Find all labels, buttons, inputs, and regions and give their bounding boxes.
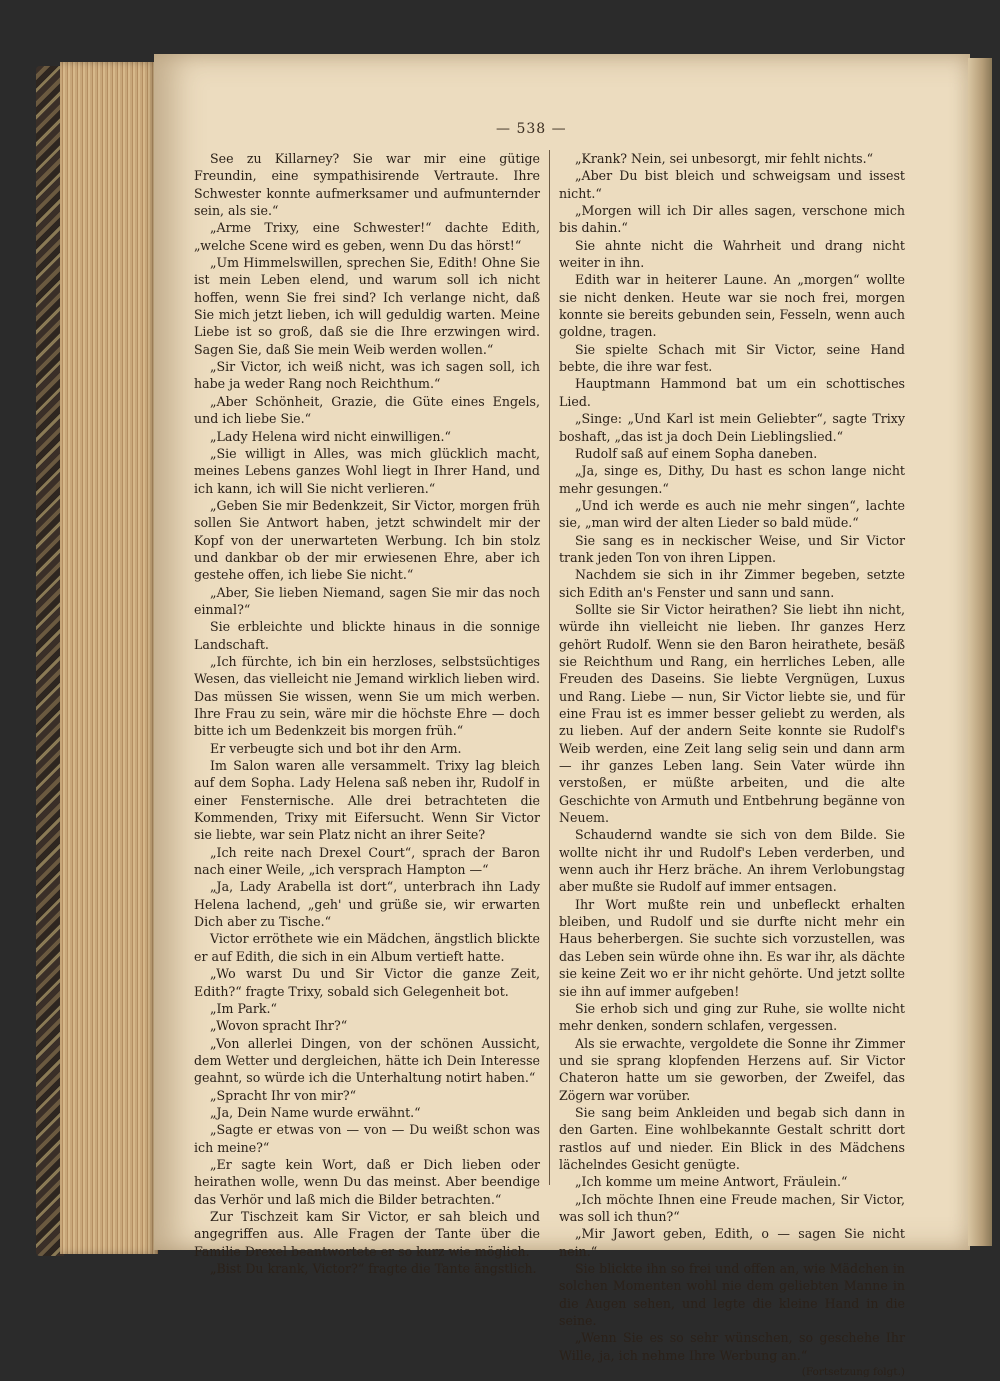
paragraph: Rudolf saß auf einem Sopha daneben. xyxy=(575,445,818,461)
paragraph: „Im Park.“ xyxy=(210,1000,277,1016)
paragraph: Sie sang beim Ankleiden und begab sich dann in den Garten. Eine wohlbekannte Gestalt schritt dort rastlos auf und nieder. Ein Blick in des Mädchens lächelndes Gesicht genügte. xyxy=(559,1104,905,1172)
paragraph: „Und ich werde es auch nie mehr singen“, lachte sie, „man wird der alten Lieder so bald müde.“ xyxy=(559,497,905,531)
paragraph: „Spracht Ihr von mir?“ xyxy=(210,1087,357,1103)
paragraph: Sie blickte ihn so frei und offen an, wie Mädchen in solchen Momenten wohl nie dem geliebten Manne in die Augen sehen, und legte die kleine Hand in die seine. xyxy=(559,1261,905,1329)
paragraph: Victor erröthete wie ein Mädchen, ängstlich blickte er auf Edith, die sich in ein Album vertieft hatte. xyxy=(194,931,540,964)
paragraph: See zu Killarney? Sie war mir eine gütige Freundin, eine sympathisirende Vertraute. Ihre Schwester konnte aufmerksamer und aufmunternder sein, als sie.“ xyxy=(194,151,540,219)
column-divider xyxy=(549,150,550,1185)
paragraph: Zur Tischzeit kam Sir Victor, er sah bleich und angegriffen aus. Alle Fragen der Tante über die Familie Drexel beantwortete er so kurz wie möglich. xyxy=(194,1208,540,1259)
paragraph: „Ich reite nach Drexel Court“, sprach der Baron nach einer Weile, „ich versprach Hampton —“ xyxy=(194,844,540,878)
paragraph: Sie sang es in neckischer Weise, und Sir Victor trank jeden Ton von ihren Lippen. xyxy=(559,532,905,565)
paragraph: „Er sagte kein Wort, daß er Dich lieben oder heirathen wolle, wenn Du das meinst. Aber beendige das Verhör und laß mich die Bilder betrachten.“ xyxy=(194,1156,540,1207)
paragraph: Sie erbleichte und blickte hinaus in die sonnige Landschaft. xyxy=(194,619,540,652)
paragraph: Er verbeugte sich und bot ihr den Arm. xyxy=(210,740,462,756)
paragraph: „Wenn Sie es so sehr wünschen, so geschehe Ihr Wille, ja, ich nehme Ihre Werbung an.“ xyxy=(559,1330,905,1363)
paragraph: „Ich fürchte, ich bin ein herzloses, selbstsüchtiges Wesen, das vielleicht nie Jemand wirklich lieben wird. Das müssen Sie wissen, wenn Sie um mich werben. Ihre Frau zu sein, wäre mir die höchste Ehre — doch bitte ich um Bedenkzeit bis morgen früh.“ xyxy=(194,653,540,739)
paragraph: „Ja, singe es, Dithy, Du hast es schon lange nicht mehr gesungen.“ xyxy=(559,463,905,496)
paragraph: Im Salon waren alle versammelt. Trixy lag bleich auf dem Sopha. Lady Helena saß neben ihr, Rudolf in einer Fensternische. Alle drei betrachteten die Kommenden, Trixy mit Eifersucht. Wenn Sir Victor sie liebte, war sein Platz nicht an ihrer Seite? xyxy=(194,758,540,843)
page-number: — 538 — xyxy=(496,121,567,137)
paragraph: Ihr Wort mußte rein und unbefleckt erhalten bleiben, und Rudolf und sie durfte nicht mehr ein Haus beherbergen. Sie suchte sich vorzustellen, was das Leben sein würde ohne ihn. Es war ihr, als dächte sie keine Zeit wo er ihr nicht gehörte. Und jetzt sollte sie ihn auf immer aufgeben! xyxy=(559,896,905,999)
paragraph: Hauptmann Hammond bat um ein schottisches Lied. xyxy=(559,376,905,409)
paragraph: „Wovon spracht Ihr?“ xyxy=(210,1018,348,1034)
paragraph: „Aber Schönheit, Grazie, die Güte eines Engels, und ich liebe Sie.“ xyxy=(194,393,540,427)
paragraph: Sie spielte Schach mit Sir Victor, seine Hand bebte, die ihre war fest. xyxy=(559,341,905,375)
paragraph: Sie erhob sich und ging zur Ruhe, sie wollte nicht mehr denken, sondern schlafen, vergessen. xyxy=(559,1000,905,1034)
paragraph: „Ich möchte Ihnen eine Freude machen, Sir Victor, was soll ich thun?“ xyxy=(559,1191,905,1224)
paragraph: „Singe: „Und Karl ist mein Geliebter“, sagte Trixy boshaft, „das ist ja doch Dein Lieblingslied.“ xyxy=(559,411,905,444)
paragraph: „Morgen will ich Dir alles sagen, verschone mich bis dahin.“ xyxy=(559,203,905,236)
paragraph: „Ja, Lady Arabella ist dort“, unterbrach ihn Lady Helena lachend, „geh' und grüße sie, wir erwarten Dich aber zu Tische.“ xyxy=(194,879,540,930)
paragraph: „Ja, Dein Name wurde erwähnt.“ xyxy=(210,1104,421,1120)
paragraph: „Aber, Sie lieben Niemand, sagen Sie mir das noch einmal?“ xyxy=(194,584,540,617)
left-text-column xyxy=(194,150,540,1277)
right-page-edge xyxy=(968,58,992,1246)
paragraph: Sie ahnte nicht die Wahrheit und drang nicht weiter in ihn. xyxy=(559,237,905,271)
paragraph: „Ich komme um meine Antwort, Fräulein.“ xyxy=(575,1174,848,1190)
paragraph: „Sir Victor, ich weiß nicht, was ich sagen soll, ich habe ja weder Rang noch Reichthum.“ xyxy=(194,359,540,392)
paragraph: „Krank? Nein, sei unbesorgt, mir fehlt nichts.“ xyxy=(575,151,874,166)
page-edges xyxy=(60,62,158,1254)
paragraph: Sollte sie Sir Victor heirathen? Sie liebt ihn nicht, würde ihn vielleicht nie lieben. Ihr ganzes Herz gehört Rudolf. Wenn sie den Baron heirathete, besäß sie Reichthum und Rang, ein herrliches Leben, alle Freuden des Daseins. Sie liebte Vergnügen, Luxus und Rang. Liebe — nun, Sir Victor liebte sie, und für eine Frau ist es immer besser geliebt zu werden, als zu lieben. Auf der andern Seite konnte sie Rudolf's Weib werden, eine Zeit lang selig sein und dann arm — ihr ganzes Leben lang. Sein Vater würde ihn verstoßen, er müßte arbeiten, und die alte Geschichte von Armuth und Entbehrung begänne von Neuem. xyxy=(559,601,905,826)
paragraph: „Aber Du bist bleich und schweigsam und issest nicht.“ xyxy=(559,168,905,201)
paragraph: „Sagte er etwas von — von — Du weißt schon was ich meine?“ xyxy=(194,1122,540,1155)
paragraph: „Lady Helena wird nicht einwilligen.“ xyxy=(210,428,451,444)
paragraph: Edith war in heiterer Laune. An „morgen“ wollte sie nicht denken. Heute war sie noch frei, morgen konnte sie bereits gebunden sein, Fesseln, wenn auch goldne, tragen. xyxy=(559,272,905,340)
continuation-note: (Fortsetzung folgt.) xyxy=(801,1366,905,1379)
paragraph: Schaudernd wandte sie sich von dem Bilde. Sie wollte nicht ihr und Rudolf's Leben verderben, und wenn auch ihr Herz bräche. An ihrem Verlobungstag aber mußte sie Rudolf auf immer entsagen. xyxy=(559,827,905,895)
right-text-column xyxy=(559,150,905,1381)
paragraph: Als sie erwachte, vergoldete die Sonne ihr Zimmer und sie sprang klopfenden Herzens auf. Sir Victor Chateron hatte um sie geworben, der Zweifel, das Zögern war vorüber. xyxy=(559,1035,905,1103)
paragraph: „Sie willigt in Alles, was mich glücklich macht, meines Lebens ganzes Wohl liegt in Ihrer Hand, und ich kann, ich will Sie nicht verlieren.“ xyxy=(194,445,540,496)
paragraph: „Bist Du krank, Victor?“ fragte die Tante ängstlich. xyxy=(210,1261,537,1276)
paragraph: „Von allerlei Dingen, von der schönen Aussicht, dem Wetter und dergleichen, hätte ich Dein Interesse geahnt, so würde ich die Unterhaltung notirt haben.“ xyxy=(194,1035,540,1086)
paragraph: „Mir Jawort geben, Edith, o — sagen Sie nicht nein.“ xyxy=(559,1226,905,1259)
paragraph: „Wo warst Du und Sir Victor die ganze Zeit, Edith?“ fragte Trixy, sobald sich Gelegenheit bot. xyxy=(194,966,540,999)
paragraph: „Um Himmelswillen, sprechen Sie, Edith! Ohne Sie ist mein Leben elend, und warum soll ich nicht hoffen, wenn Sie frei sind? Ich verlange nicht, daß Sie mich jetzt lieben, ich will geduldig warten. Meine Liebe ist so groß, daß sie die Ihre erzwingen wird. Sagen Sie, daß Sie mein Weib werden wollen.“ xyxy=(194,255,540,357)
paragraph: „Arme Trixy, eine Schwester!“ dachte Edith, „welche Scene wird es geben, wenn Du das hörst!“ xyxy=(194,220,540,253)
paragraph: „Geben Sie mir Bedenkzeit, Sir Victor, morgen früh sollen Sie Antwort haben, jetzt schwindelt mir der Kopf von der unerwarteten Werbung. Ich bin stolz und dankbar ob der mir erwiesenen Ehre, aber ich gestehe offen, ich liebe Sie nicht.“ xyxy=(194,497,540,583)
paragraph: Nachdem sie sich in ihr Zimmer begeben, setzte sich Edith an's Fenster und sann und sann. xyxy=(559,567,905,600)
